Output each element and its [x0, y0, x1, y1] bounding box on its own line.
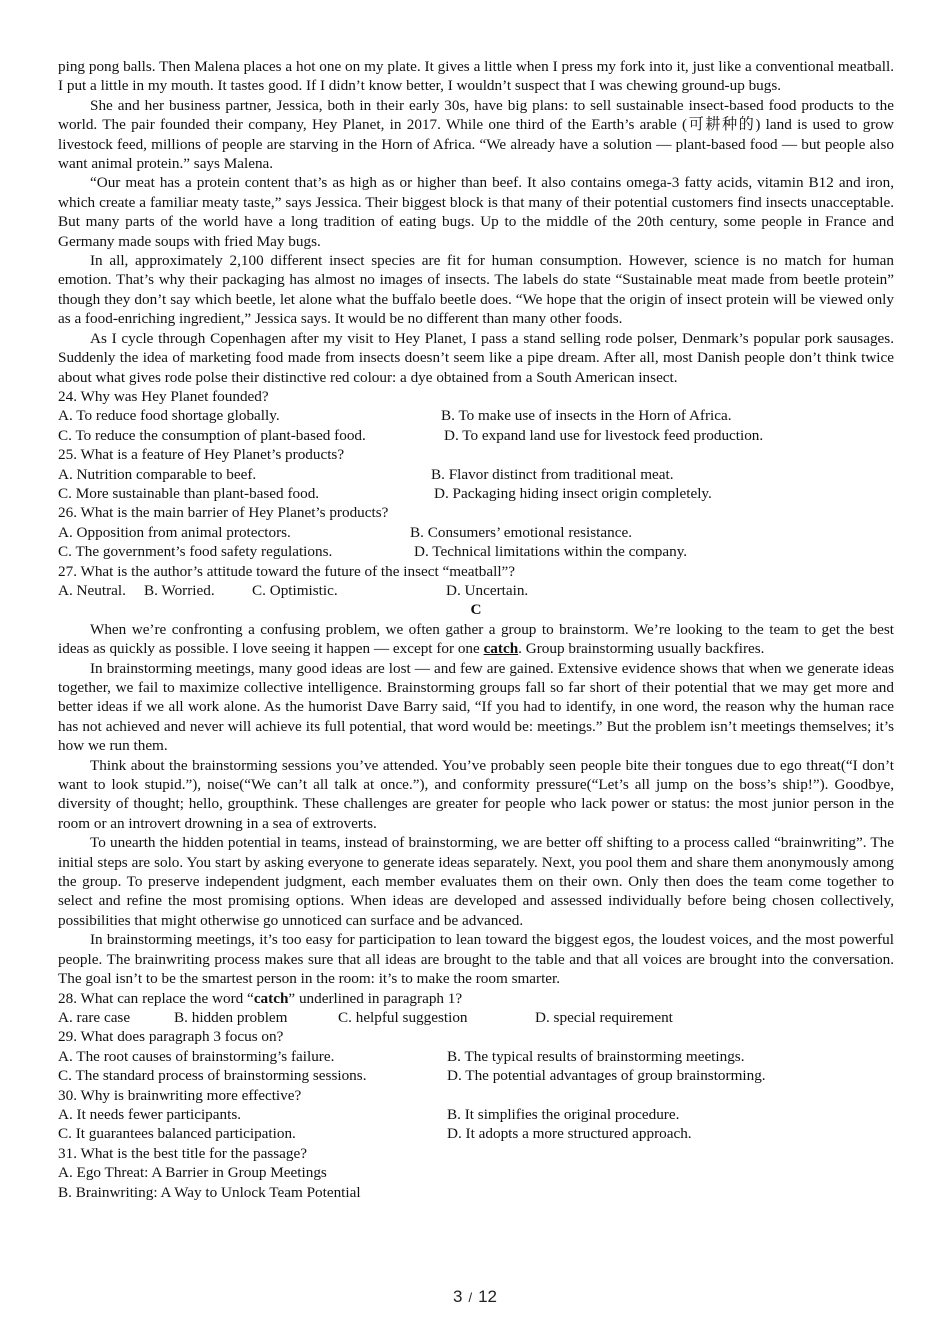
page-separator: / [468, 1290, 473, 1305]
paragraph: In brainstorming meetings, it’s too easy for participation to lean toward the biggest egos, the loudest voices, and the most powerful people. The brainwriting process makes sure that all ideas are brought to the table and that all voices are brought into the conversation. The goal isn’t to be the smartest person in the room: it’s to make the room smarter. [58, 931, 894, 988]
paragraph: ping pong balls. Then Malena places a hot one on my plate. It gives a little when I press my fork into it, just like a conventional meatball. I put a little in my mouth. It tastes good. If I didn’t know better, I wouldn’t suspect that I was chewing ground-up bugs. [58, 58, 894, 95]
paragraph [58, 620, 894, 659]
option-b: B. hidden problem [174, 1008, 288, 1026]
option-d: D. Packaging hiding insect origin completely. [434, 484, 712, 502]
option-c: C. The government’s food safety regulations. [58, 543, 333, 561]
question-26-options-row-1 [58, 523, 894, 542]
option-a: A. Neutral. [58, 581, 126, 599]
option-c: C. helpful suggestion [338, 1008, 468, 1026]
paragraph: Think about the brainstorming sessions you’ve attended. You’ve probably seen people bite their tongues due to ego threat(“I don’t want to look stupid.”), noise(“We can’t all talk at once.”), and conformity pressure(“Let’s all jump on the boss’s ship!”). Goodbye, diversity of thought; hello, groupthink. These challenges are greater for people who lack power or status: the most junior person in the room or an introvert drowning in a sea of extroverts. [58, 756, 894, 832]
option-a: A. Opposition from animal protectors. [58, 523, 291, 541]
option-b: B. The typical results of brainstorming meetings. [447, 1047, 745, 1065]
stem-text: ” underlined in paragraph 1? [288, 989, 463, 1007]
option-c: C. More sustainable than plant-based food. [58, 484, 320, 502]
stem-text: 28. What can replace the word “ [58, 989, 254, 1007]
paragraph-text: When we’re confronting a confusing problem, we often gather a group to brainstorm. We’re looking to the team to get the best ideas as quickly as possible. I love seeing it happen — except for one [58, 620, 894, 658]
question-29-options-row-2 [58, 1066, 894, 1085]
option-a: A. It needs fewer participants. [58, 1105, 242, 1123]
paragraph: To unearth the hidden potential in teams, instead of brainstorming, we are better off shifting to a process called “brainwriting”. The initial steps are solo. You start by asking everyone to generate ideas separately. Next, you pool them and share them anonymously among the group. To preserve independent judgment, each member evaluates them on their own. Only then does the team come together to select and refine the most promising options. When ideas are developed and assessed individually before being chosen collectively, possibilities that might otherwise go unnoticed can surface and be advanced. [58, 834, 894, 929]
option-a: A. The root causes of brainstorming’s failure. [58, 1047, 335, 1065]
question-25-stem: 25. What is a feature of Hey Planet’s products? [58, 446, 345, 464]
total-pages: 12 [478, 1287, 497, 1306]
option-d: D. special requirement [535, 1008, 673, 1026]
option-a: A. To reduce food shortage globally. [58, 407, 280, 425]
question-28-stem [58, 989, 894, 1008]
paragraph: In brainstorming meetings, many good ideas are lost — and few are gained. Extensive evidence shows that when we generate ideas together, we fail to maximize collective intelligence. Brainstorming groups fall so far short of their potential that we may get more and better ideas if we all work alone. As the humorist Dave Barry said, “If you had to identify, in one word, the reason why the human race has not achieved and never will achieve its full potential, that word would be: meetings.” But the problem isn’t meetings themselves; it’s how we run them. [58, 659, 894, 755]
option-d: D. Uncertain. [446, 581, 529, 599]
option-c: C. The standard process of brainstorming sessions. [58, 1067, 367, 1085]
document-page [58, 57, 894, 1202]
question-30-options-row-1 [58, 1105, 894, 1124]
option-d: D. It adopts a more structured approach. [447, 1125, 692, 1143]
question-30-options-row-2 [58, 1124, 894, 1143]
question-27-stem: 27. What is the author’s attitude toward the future of the insect “meatball”? [58, 562, 516, 580]
question-24-options-row-1 [58, 406, 894, 425]
question-26-stem: 26. What is the main barrier of Hey Planet’s products? [58, 504, 389, 522]
question-27-options-row [58, 581, 894, 600]
question-25-options-row-2 [58, 484, 894, 503]
option-b: B. Worried. [144, 581, 215, 599]
question-29-stem: 29. What does paragraph 3 focus on? [58, 1028, 284, 1046]
question-24-options-row-2 [58, 426, 894, 445]
option-a: A. Nutrition comparable to beef. [58, 465, 257, 483]
paragraph: In all, approximately 2,100 different insect species are fit for human consumption. However, science is no match for human emotion. That’s why their packaging has almost no images of insects. The labels do state “Sustainable meat made from beetle protein” though they don’t say which beetle, let alone what the buffalo beetle does. “We hope that the origin of insect protein will be viewed only as a food-enriching ingredient,” Jessica says. It would be no different than many other foods. [58, 252, 894, 328]
question-29-options-row-1 [58, 1047, 894, 1066]
paragraph: She and her business partner, Jessica, both in their early 30s, have big plans: to sell sustainable insect-based food products to the world. The pair founded their company, Hey Planet, in 2017. While one third of the Earth’s arable (可耕种的) land is used to grow livestock feed, millions of people are starving in the Horn of Africa. “We already have a solution — plant-based food — but people also want animal protein.” says Malena. [58, 96, 894, 173]
underlined-word: catch [483, 640, 519, 658]
section-heading: C [470, 601, 482, 619]
option-b: B. Consumers’ emotional resistance. [410, 523, 632, 541]
paragraph: As I cycle through Copenhagen after my visit to Hey Planet, I pass a stand selling rode polser, Denmark’s popular pork sausages. Suddenly the idea of marketing food made from insects doesn’t seem like a pipe dream. After all, most Danish people don’t think twice about what gives rode polse their distinctive red colour: a dye obtained from a South American insect. [58, 329, 894, 386]
option-c: C. To reduce the consumption of plant-based food. [58, 426, 366, 444]
page-number [0, 1287, 950, 1307]
question-28-options-row [58, 1008, 894, 1027]
question-24-stem: 24. Why was Hey Planet founded? [58, 387, 269, 405]
option-d: D. Technical limitations within the company. [414, 543, 688, 561]
option-c: C. Optimistic. [252, 581, 338, 599]
option-b: B. Brainwriting: A Way to Unlock Team Potential [58, 1183, 361, 1201]
option-a: A. Ego Threat: A Barrier in Group Meetings [58, 1164, 327, 1182]
current-page: 3 [452, 1287, 463, 1306]
question-25-options-row-1 [58, 465, 894, 484]
question-26-options-row-2 [58, 542, 894, 561]
stem-keyword: catch [253, 989, 289, 1007]
option-c: C. It guarantees balanced participation. [58, 1125, 296, 1143]
option-d: D. The potential advantages of group brainstorming. [447, 1067, 766, 1085]
paragraph-text: . Group brainstorming usually backfires. [518, 640, 765, 658]
option-d: D. To expand land use for livestock feed production. [444, 426, 764, 444]
option-b: B. To make use of insects in the Horn of Africa. [441, 407, 732, 425]
question-31-stem: 31. What is the best title for the passage? [58, 1144, 307, 1162]
option-b: B. It simplifies the original procedure. [447, 1105, 680, 1123]
paragraph: “Our meat has a protein content that’s as high as or higher than beef. It also contains omega-3 fatty acids, vitamin B12 and iron, which create a familiar meaty taste,” says Jessica. Their biggest block is that many of their potential customers find insects unacceptable. But many parts of the world have a long tradition of eating bugs. Up to the middle of the 20th century, some people in France and Germany made soups with fried May bugs. [58, 174, 894, 250]
option-b: B. Flavor distinct from traditional meat. [431, 465, 674, 483]
option-a: A. rare case [58, 1008, 131, 1026]
question-30-stem: 30. Why is brainwriting more effective? [58, 1086, 302, 1104]
